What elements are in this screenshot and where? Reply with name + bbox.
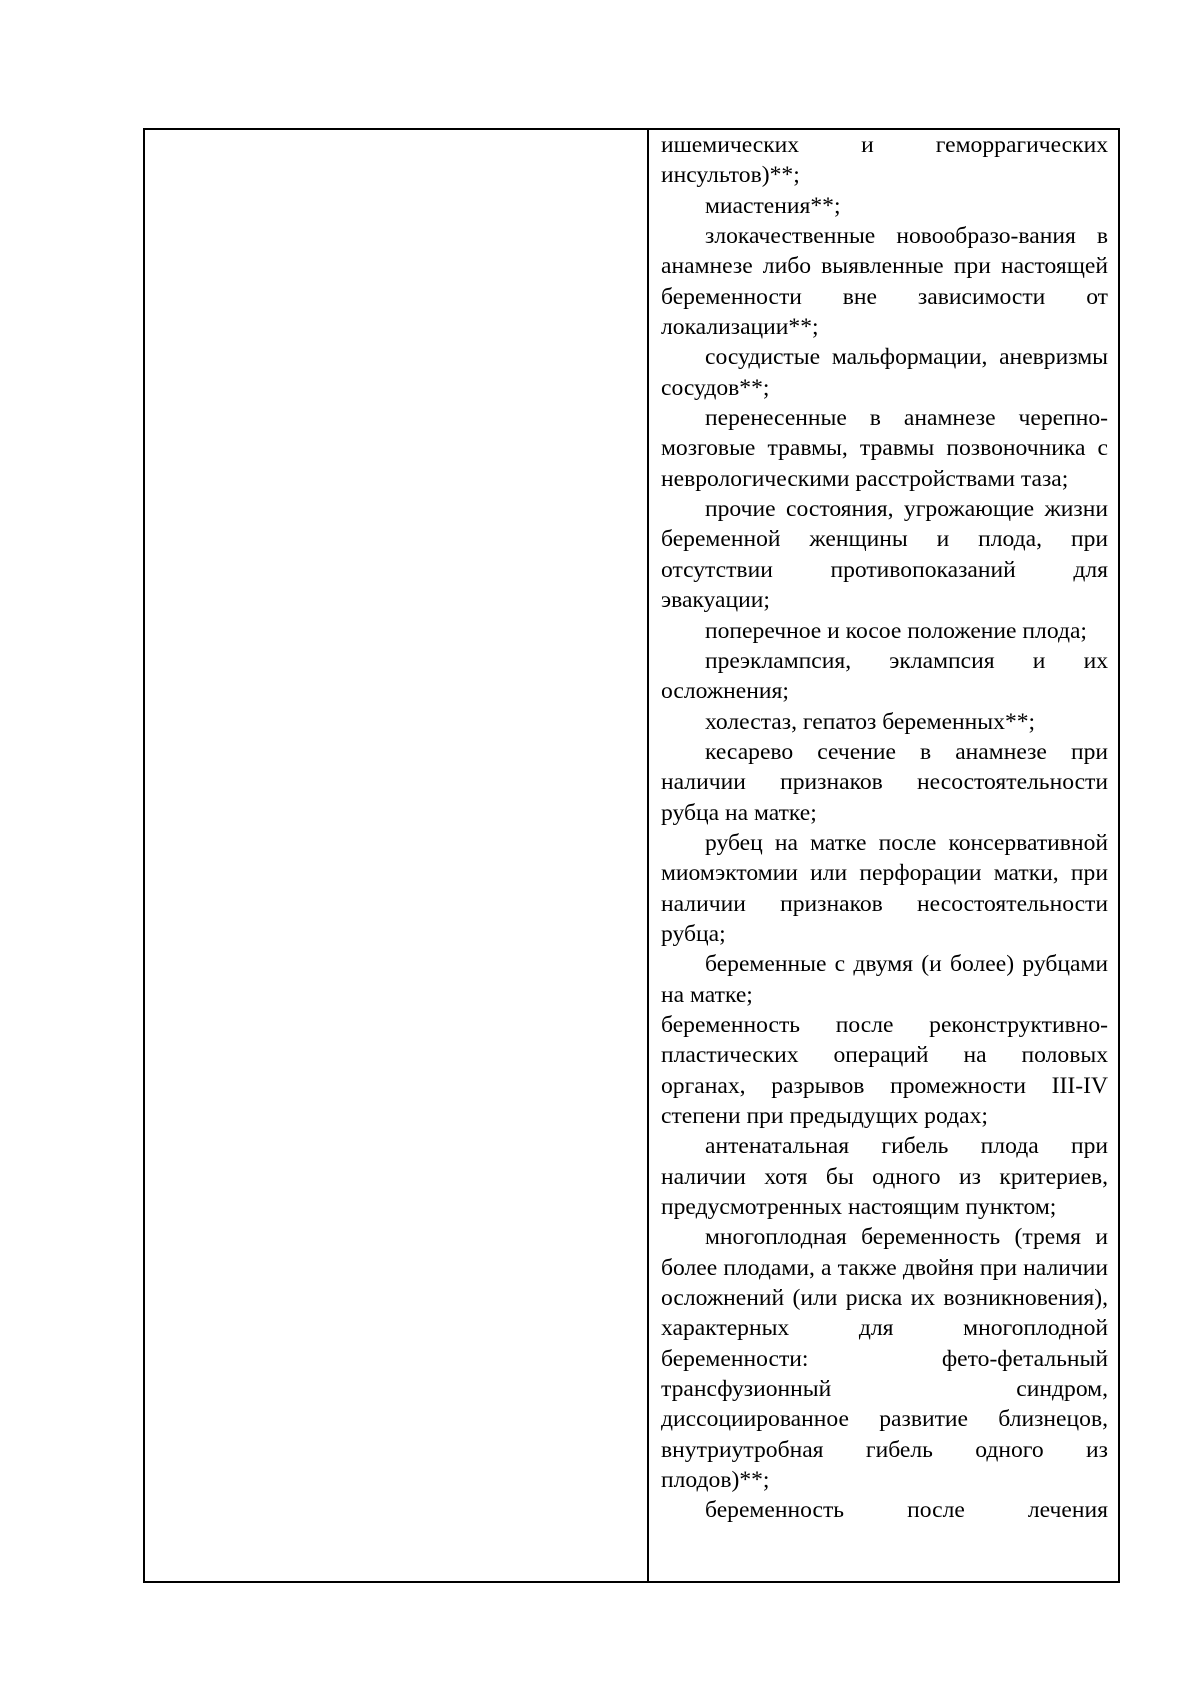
text-paragraph: перенесенные в анамнезе черепно-мозговые травмы, травмы позвоночника с неврологическими расстройствами таза; — [661, 405, 1108, 492]
text-paragraph: поперечное и косое положение плода; — [705, 617, 1087, 644]
text-paragraph: миастения**; — [705, 192, 841, 219]
text-paragraph: рубец на матке после консервативной миомэктомии или перфорации матки, при наличии признаков несостоятельности рубца; — [661, 829, 1108, 947]
text-paragraph: беременность после лечения — [705, 1497, 1108, 1524]
table-right-cell — [649, 130, 1118, 1581]
text-paragraph: антенатальная гибель плода при наличии хотя бы одного из критериев, предусмотренных настоящим пунктом; — [661, 1133, 1108, 1221]
text-paragraph: кесарево сечение в анамнезе при наличии признаков несостоятельности рубца на матке; — [661, 738, 1108, 826]
text-paragraph: беременные с двумя (и более) рубцами на матке; — [661, 951, 1108, 1008]
text-paragraph: многоплодная беременность (тремя и более плодами, а также двойня при наличии осложнений (или риска их возникновения), характерных для многоплодной беременности: фето-фетальный трансфузионный синдром, диссоциированное развитие близнецов, внутриутробная гибель одного из плодов)**; — [661, 1224, 1108, 1494]
text-paragraph: ишемических и геморрагических инсультов)**; — [661, 132, 1108, 189]
text-paragraph: злокачественные новообразо-вания в анамнезе либо выявленные при настоящей беременности вне зависимости от локализации**; — [661, 223, 1108, 341]
text-paragraph: сосудистые мальформации, аневризмы сосудов**; — [661, 344, 1108, 401]
document-table — [143, 128, 1120, 1583]
text-paragraph: преэклампсия, эклампсия и их осложнения; — [661, 647, 1108, 705]
table-left-cell — [145, 130, 649, 1581]
text-paragraph: прочие состояния, угрожающие жизни беременной женщины и плода, при отсутствии противопоказаний для эвакуации; — [661, 496, 1108, 614]
text-paragraph: холестаз, гепатоз беременных**; — [705, 708, 1036, 735]
text-paragraph: беременность после реконструктивно-пластических операций на половых органах, разрывов промежности III-IV степени при предыдущих родах; — [661, 1011, 1108, 1129]
